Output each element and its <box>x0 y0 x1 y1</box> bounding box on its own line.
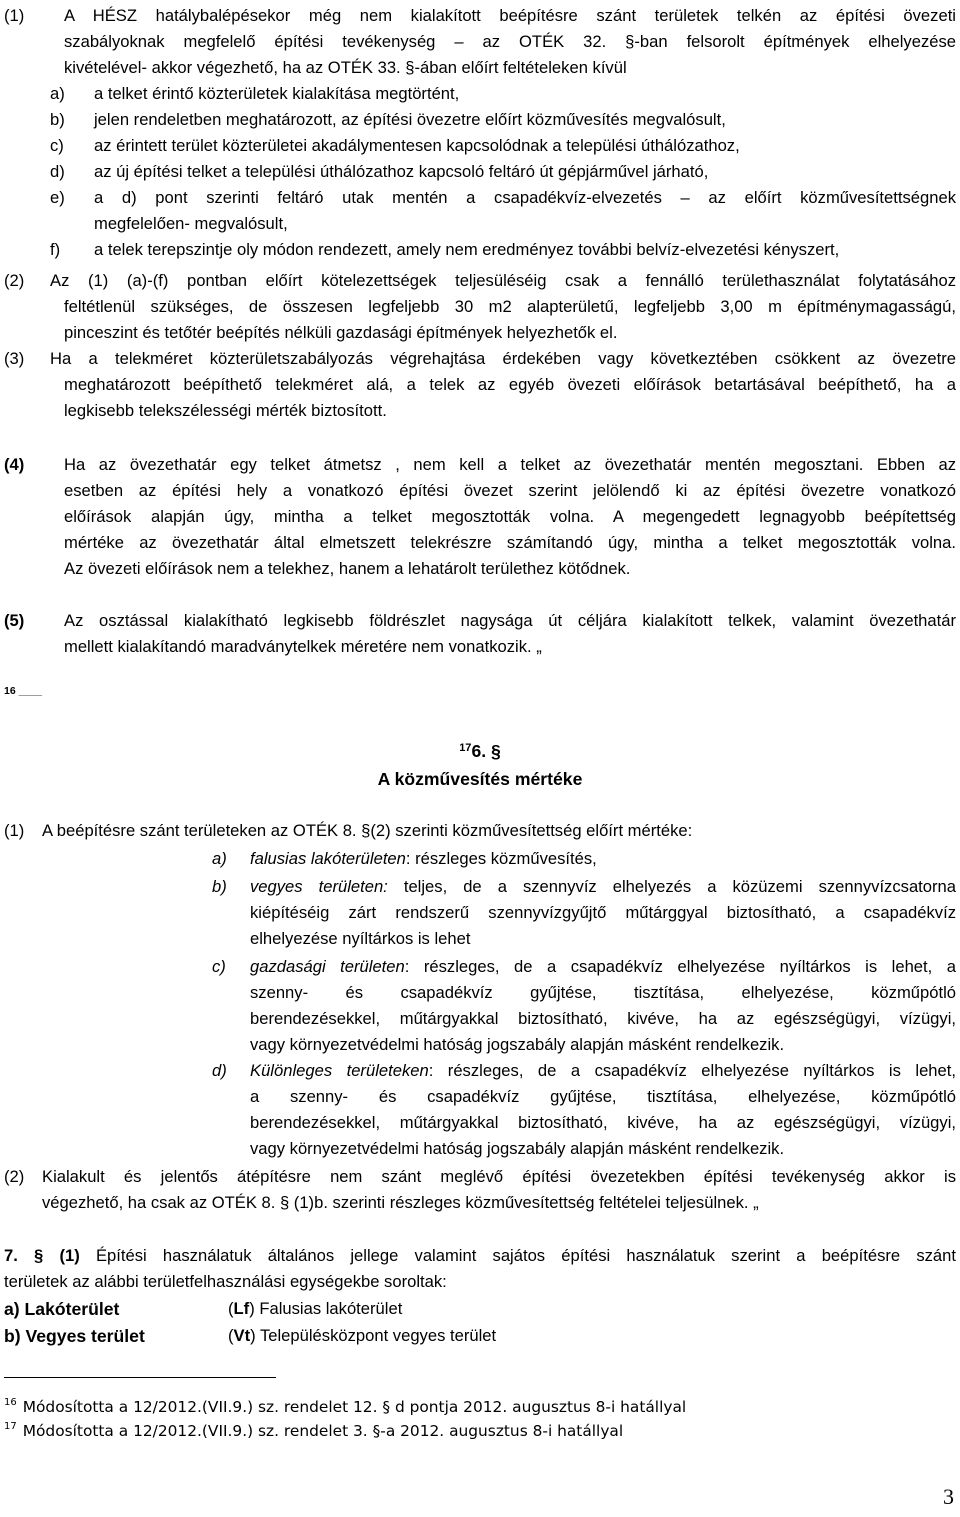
item-text: vegyes területen: teljes, de a szennyvíz elhelyezés a közüzemi szennyvízcsatorna <box>250 877 957 896</box>
para-number: (3) <box>4 349 25 368</box>
item-label: c) <box>212 957 226 976</box>
para-text: Ha a telekméret közterületszabályozás végrehajtása érdekében vagy következtében csökkent az övezetre <box>50 349 956 368</box>
section-7-head: 7. § (1) <box>4 1246 80 1265</box>
item-text: berendezésekkel, műtárgyakkal biztosítható, kivéve, ha az egészségügyi, vízügyi, <box>250 1009 956 1028</box>
para-text: mellett kialakítandó maradványtelkek méretére nem vonatkozik. „ <box>64 637 542 656</box>
footnote-17: $^{17}$ Módosította a 12/2012.(VII.9.) sz. rendelet 3. §-a 2012. augusztus 8-i hatállyal <box>4 1421 624 1440</box>
item-text: szenny- és csapadékvíz gyűjtése, tisztítása, elhelyezése, közműpótló <box>250 983 956 1002</box>
item-label: b) <box>50 110 65 129</box>
item-text: vagy környezetvédelmi hatóság jogszabály alapján másként rendelkezik. <box>250 1139 785 1158</box>
zone-value: (Lf) Falusias lakóterület <box>228 1299 403 1318</box>
item-label: d) <box>50 162 65 181</box>
para-number: (4) <box>4 455 25 474</box>
item-text: berendezésekkel, műtárgyakkal biztosítható, kivéve, ha az egészségügyi, vízügyi, <box>250 1113 956 1132</box>
zone-label: a) Lakóterület <box>4 1299 120 1319</box>
footnote-ref-16: 16 ____ <box>4 685 42 697</box>
para-text: esetben az építési hely a vonatkozó építési övezet szerint jelölendő ki az építési övezetre vonatkozó <box>64 481 956 500</box>
item-text: az érintett terület közterületei akadálymentesen kapcsolódnak a települési úthálózathoz, <box>94 136 740 155</box>
para-number: (2) <box>4 1167 25 1186</box>
item-text: elhelyezése nyíltárkos is lehet <box>250 929 471 948</box>
zone-value: (Vt) Településközpont vegyes terület <box>228 1326 497 1345</box>
item-text: Különleges területeken: részleges, de a csapadékvíz elhelyezése nyíltárkos is lehet, <box>250 1061 956 1080</box>
item-text: megfelelően- megvalósult, <box>94 214 288 233</box>
item-label: f) <box>50 240 61 259</box>
item-text: vagy környezetvédelmi hatóság jogszabály alapján másként rendelkezik. <box>250 1035 785 1054</box>
para-text: feltétlenül szükséges, de összesen legfeljebb 30 m2 alapterületű, legfeljebb 3,00 m építménymagasságú, <box>64 297 956 316</box>
para-text: Az (1) (a)-(f) pontban előírt kötelezettségek teljesüléséig csak a fennálló területhasználat folytatásához <box>50 271 956 290</box>
item-label: c) <box>50 136 64 155</box>
item-text: gazdasági területen: részleges, de a csapadékvíz elhelyezése nyíltárkos is lehet, a <box>250 957 956 976</box>
item-text: kiépítéséig zárt rendszerű szennyvízgyűjtő műtárggyal biztosítható, a csapadékvíz <box>250 903 956 922</box>
item-label: b) <box>212 877 227 896</box>
page-number: 3 <box>943 1484 954 1509</box>
para-text: Kialakult és jelentős átépítésre nem szánt meglévő építési övezetekben építési tevékenység akkor is <box>42 1167 956 1186</box>
para-text: 7. § (1) Építési használatuk általános jellege valamint sajátos építési használatuk szerint a beépítésre szánt <box>4 1246 956 1265</box>
item-text: a telek terepszintje oly módon rendezett, amely nem eredményez további belvíz-elvezetési kényszert, <box>94 240 840 259</box>
para-text: Az övezeti előírások nem a telekhez, hanem a lehatárolt területhez kötődnek. <box>64 559 631 578</box>
item-label: e) <box>50 188 65 207</box>
zone-label: b) Vegyes terület <box>4 1326 145 1346</box>
footnote-rule <box>4 1377 276 1378</box>
item-text: a d) pont szerinti feltáró utak mentén a csapadékvíz-elvezetés – az előírt közművesítettségnek <box>94 188 956 207</box>
item-text: az új építési telket a települési úthálózathoz kapcsoló feltáró út gépjárművel járható, <box>94 162 709 181</box>
item-label: a) <box>212 849 227 868</box>
para-number: (1) <box>4 821 25 840</box>
para-text: előírások alapján úgy, mintha a telket megosztották volna. A megengedett legnagyobb beépítettség <box>64 507 956 526</box>
para-text: pinceszint és tetőtér beépítés nélküli gazdasági építmények helyezhetők el. <box>64 323 618 342</box>
para-number: (2) <box>4 271 25 290</box>
item-text: a telket érintő közterületek kialakítása megtörtént, <box>94 84 460 103</box>
item-text: falusias lakóterületen: részleges közművesítés, <box>250 849 597 868</box>
footnote-16: $^{16}$ Módosította a 12/2012.(VII.9.) sz. rendelet 12. § d pontja 2012. augusztus 8-i hatállyal <box>4 1397 687 1416</box>
para-number: (5) <box>4 611 25 630</box>
item-text: a szenny- és csapadékvíz gyűjtése, tisztítása, elhelyezése, közműpótló <box>250 1087 956 1106</box>
item-text: jelen rendeletben meghatározott, az építési övezetre előírt közművesítés megvalósult, <box>94 110 726 129</box>
section-6-title: A közművesítés mértéke <box>377 769 583 789</box>
footnote-ref-17: 17 <box>459 742 472 754</box>
para-text: végezhető, ha csak az OTÉK 8. § (1)b. szerinti részleges közművesítettség feltételei teljesülnek. „ <box>42 1193 759 1212</box>
para-text: területek az alábbi területfelhasználási egységekbe soroltak: <box>4 1272 447 1291</box>
para-text: Az osztással kialakítható legkisebb földrészlet nagysága út céljára kialakított telkek, valamint övezethatár <box>64 611 956 630</box>
para-text: meghatározott beépíthető telekméret alá, a telek az egyéb övezeti előírások betartásával beépíthető, ha a <box>64 375 956 394</box>
para-text: kivételével- akkor végezhető, ha az OTÉK 33. §-ában előírt feltételeken kívül <box>64 58 627 77</box>
para-number: (1) <box>4 6 25 25</box>
item-label: d) <box>212 1061 227 1080</box>
para-text: A beépítésre szánt területeken az OTÉK 8. §(2) szerinti közművesítettség előírt mértéke: <box>42 821 693 840</box>
section-6-number: $^{17}$6. § <box>459 741 501 761</box>
para-text: Ha az övezethatár egy telket átmetsz , nem kell a telket az övezethatár mentén megosztani. Ebben az <box>64 455 956 474</box>
item-label: a) <box>50 84 65 103</box>
para-text: mértéke az övezethatár által elmetszett telekrészre számítandó úgy, mintha a telket megosztották volna. <box>64 533 956 552</box>
para-text: legkisebb telekszélességi mérték biztosított. <box>64 401 387 420</box>
para-text: szabályoknak megfelelő építési tevékenység – az OTÉK 32. §-ban felsorolt építmények elhelyezése <box>64 32 956 51</box>
para-text: A HÉSZ hatálybalépésekor még nem kialakított beépítésre szánt területek telkén az építési övezeti <box>64 6 956 25</box>
